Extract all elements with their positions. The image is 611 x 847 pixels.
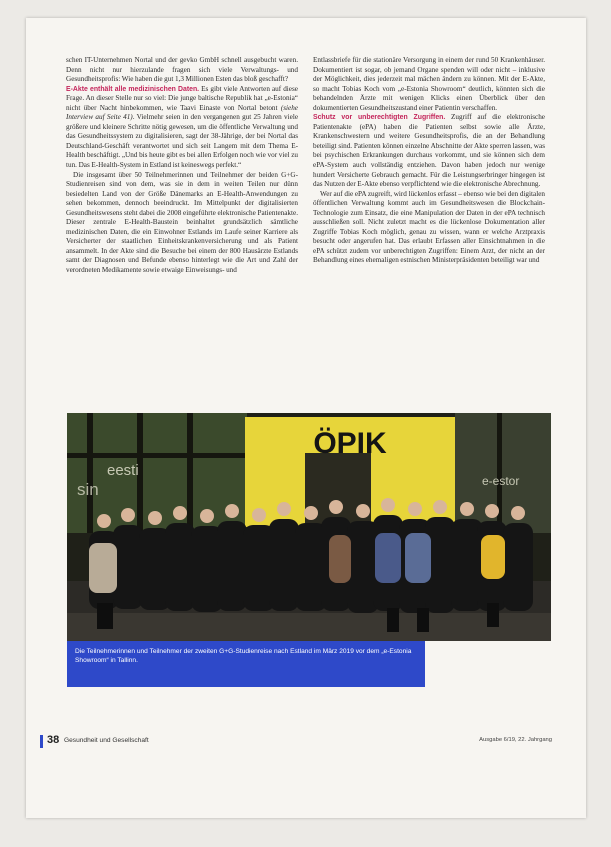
footer-accent-bar	[40, 735, 43, 748]
paragraph-text: . Vielmehr seien in den vergangenen gut 25 Jahren viele größere und kleinere Schritte nötig gewesen, um die öffentliche Verwaltung und das Gesundheitssystem zu digitalisieren, sagt der 38-Jährige, der bei Nortal das Deutschland-Geschäft verantwortet und sich seit Langem mit dem Thema E-Health beschäftigt. „Und bis heute gibt es bei allen Erfolgen noch wie vor viel zu tun. Das E-Health-System in Estland ist keineswegs perfekt.“	[66, 113, 299, 170]
interview-reference: (siehe Interview auf Seite 41)	[66, 103, 298, 122]
issue-info: Ausgabe 6/19, 22. Jahrgang	[479, 737, 552, 743]
page-footer	[40, 735, 552, 749]
window-text: e-estor	[482, 474, 520, 488]
photo-caption: Die Teilnehmerinnen und Teilnehmer der zweiten G+G-Studienreise nach Estland im März 2019 vor dem „e-Estonia Showroom“ in Tallinn.	[67, 641, 425, 687]
paragraph: Die insgesamt über 50 Teilnehmerinnen und Teilnehmer der beiden G+G-Studienreisen sind von dem, was sie in dem in weiten Teilen nur dünn besiedelten Land von der Größe Dänemarks an E-Health-Anwendungen zu sehen bekommen, dennoch beeindruckt. Im Mittelpunkt der digitalisierten Gesundheitswesens steht dabei die 2008 eingeführte elektronische Patientenakte. Dieser zentrale E-Health-Baustein beinhaltet grundsätzlich sämtliche medizinischen Daten, die ein Einwohner Estlands im Laufe seiner Karriere als Versicherter der staatlichen Einheitskrankenversicherung und als Patient ansammelt. In der Akte sind die Besuche bei einem der 800 Hausärzte Estlands samt der Diagnosen und Befunde ebenso hinterlegt wie die Art und Zahl der verordneten Medikamente sowie etwaige Einweisungs- und	[66, 170, 298, 275]
paragraph-text: Es gibt viele Antworten auf diese Frage. An dieser Stelle nur so viel: Die junge baltische Republik hat „e-Estonia“ nicht über Nacht hinbekommen, wie Taavi Einaste von Nortal betont	[66, 84, 298, 112]
section-title: Gesundheit und Gesellschaft	[64, 737, 149, 744]
paragraph: schen IT-Unternehmen Nortal und der gevko GmbH schnell ausgebucht waren. Denn nicht nur hierzulande fragen sich viele Verwaltungs- und Gesundheitsprofis: Wie haben die gut 1,3 Millionen Esten das bloß geschafft?	[66, 56, 298, 84]
window-text: eesti	[107, 462, 139, 479]
paragraph	[66, 85, 298, 171]
page-number: 38	[47, 734, 60, 746]
paragraph: Entlassbriefe für die stationäre Versorgung in einem der rund 50 Krankenhäuser. Dokumentiert ist sogar, ob jemand Organe spenden will oder nicht – inklusive der Möglichkeit, dies jederzeit mal mächen ändern zu können. Mit der E-Akte, so macht Tobias Koch vom „e-Estonia Showroom“ deutlich, könnten sich die behandelnden Ärzte mit wenigen Klicks einen Überblick über den dokumentierten Gesundheitszustand einer Patientin verschaffen.	[313, 56, 545, 112]
window-text: sin	[77, 480, 99, 499]
right-text-column	[313, 56, 545, 266]
subheading: E-Akte enthält alle medizinischen Daten.	[66, 85, 200, 93]
paragraph	[313, 113, 545, 189]
group-photo	[67, 413, 551, 641]
paragraph-text: Zugriff auf die elektronische Patientenakte (ePA) haben die Patienten selbst sowie alle Ärzte, Krankenschwestern und weitere Gesundheitsprofis, die an der Behandlung beteiligt sind. Patienten können einzelne Abschnitte der Akte sperren lassen, was bei psychischen Erkrankungen durchaus vorkommt, und sie können sich dem ePA-System auch vollständig entziehen. Davon haben jedoch nur wenige hundert Versicherte Gebrauch gemacht. Für die Leistungserbringer hingegen ist das Nutzen der E-Akte ebenso verpflichtend wie die elektronische Abrechnung.	[313, 113, 545, 189]
building-sign: ÖPIK	[313, 427, 387, 460]
left-text-column	[66, 56, 298, 276]
subheading: Schutz vor unberechtigten Zugriffen.	[313, 114, 446, 122]
paragraph: Wer auf die ePA zugreift, wird lückenlos erfasst – ebenso wie bei den digitalen öffentlichen Verwaltung kommt auch im Gesundheitswesen die Blockchain-Technologie zum Einsatz, die eine Manipulation der Daten in der ePA technisch ausschließen soll. Nicht zuletzt macht es die lückenlose Dokumentation aller Zugriffe Tobias Koch möglich, genau zu wissen, wann er welche Arztpraxis besucht oder angerufen hat. Das erlaubt Erfassen aller Einsichtnahmen in die ePA schützt zudem vor unberechtigten Zugriffen: Einem Arzt, der nicht an der Behandlung eines ehemaligen estnischen Ministerpräsidenten beteiligt war und	[313, 189, 545, 265]
